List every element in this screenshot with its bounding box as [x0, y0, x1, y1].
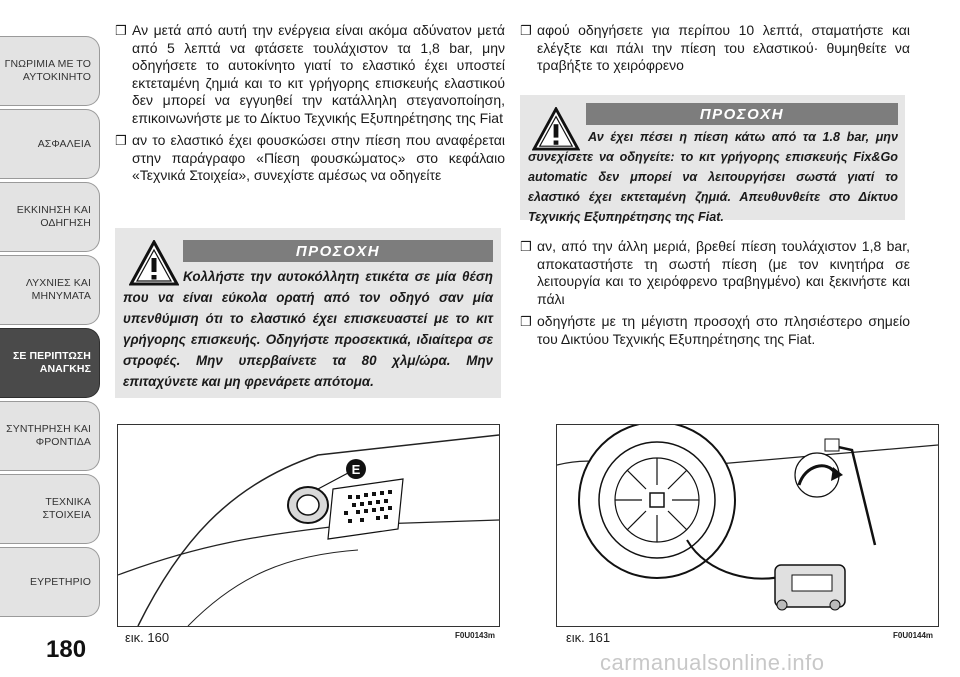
checkbox-bullet-icon: ❒ [520, 23, 532, 38]
checkbox-bullet-icon: ❒ [520, 239, 532, 254]
tab-safety[interactable]: ΑΣΦΑΛΕΙΑ [0, 109, 100, 179]
checkbox-bullet-icon: ❒ [115, 133, 127, 148]
tab-emergency[interactable]: ΣΕ ΠΕΡΙΠΤΩΣΗ ΑΝΑΓΚΗΣ [0, 328, 100, 398]
tab-warning-lights[interactable]: ΛΥΧΝΙΕΣ ΚΑΙ ΜΗΝΥΜΑΤΑ [0, 255, 100, 325]
tab-getting-to-know[interactable]: ΓΝΩΡΙΜΙΑ ΜΕ ΤΟ ΑΥΤΟΚΙΝΗΤΟ [0, 36, 100, 106]
warning-box-right [520, 95, 905, 224]
figure-161-code: F0U0144m [893, 631, 934, 640]
tab-starting-driving[interactable]: ΕΚΚΙΝΗΣΗ ΚΑΙ ΟΔΗΓΗΣΗ [0, 182, 100, 252]
warning-text: Αν έχει πέσει η πίεση κάτω από τα 1.8 bar, μην συνεχίσετε να οδηγείτε: το κιτ γρήγορης επισκευής Fix&Go automatic δεν μπορεί να λειτουργήσει σωστά γιατί το ελαστικό έχει εκτεταμένη ζημιά. Απευθυνθείτε στο Δίκτυο Τεχνικής Εξυπηρέτησης της Fiat. [528, 130, 898, 224]
list-item: ❒ Αν μετά από αυτή την ενέργεια είναι ακόμα αδύνατον μετά από 5 λεπτά να φτάσετε τουλάχιστον τα 1,8 bar, μην οδηγήσετε το αυτοκίνητο γιατί το ελαστικό έχει υποστεί εκτεταμένη ζημιά και το κιτ γρήγορης επισκευής ελαστικού δεν μπορεί να εγγυηθεί την κατάλληλη στεγανοποίηση, επικοινωνήστε με το Δίκτυο Τεχνικής Εξυπηρέτησης της Fiat [115, 22, 505, 126]
left-column [115, 22, 505, 190]
list-item: ❒ αν, από την άλλη μεριά, βρεθεί πίεση τουλάχιστον 1,8 bar, αποκαταστήστε τη σωστή πίεση (με τον κινητήρα σε λειτουργία και το χειρόφρενο τραβηγμένο) και ξεκινήστε και πάλι [520, 238, 910, 307]
figure-160-code: F0U0143m [455, 631, 496, 640]
page-number: 180 [46, 636, 87, 663]
figure-160 [117, 424, 500, 627]
tab-maintenance[interactable]: ΣΥΝΤΗΡΗΣΗ ΚΑΙ ΦΡΟΝΤΙΔΑ [0, 401, 100, 471]
figure-161-caption: εικ. 161 [566, 630, 611, 645]
figure-161 [556, 424, 939, 627]
tab-technical-data[interactable]: ΤΕΧΝΙΚΑ ΣΤΟΙΧΕΙΑ [0, 474, 100, 544]
list-item: ❒ αν το ελαστικό έχει φουσκώσει στην πίεση που αναφέρεται στην παράγραφο «Πίεση φουσκώματος» στο κεφάλαιο «Τεχνικά Στοιχεία», συνεχίστε αμέσως να οδηγείτε [115, 132, 505, 183]
fuel-cap-sticker-illustration [118, 425, 499, 626]
watermark: carmanualsonline.info [600, 650, 825, 675]
right-column-bottom [520, 238, 910, 353]
list-item: ❒ αφού οδηγήσετε για περίπου 10 λεπτά, σταματήστε και ελέγξτε και πάλι την πίεση του ελαστικού· θυμηθείτε να τραβήξτε το χειρόφρενο [520, 22, 910, 73]
warning-text: Κολλήστε την αυτοκόλλητη ετικέτα σε μία θέση που να είναι εύκολα ορατή από τον οδηγό σαν μία υπενθύμιση ότι το ελαστικό έχει επισκευαστεί με το κιτ γρήγορης επισκευής. Οδηγήστε προσεκτικά, ιδιαίτερα σε στροφές. Μην υπερβαίνετε τα 80 χλμ/ώρα. Μην επιταχύνετε και μη φρενάρετε απότομα. [123, 269, 493, 389]
checkbox-bullet-icon: ❒ [115, 23, 127, 38]
right-column [520, 22, 910, 80]
list-item: ❒ οδηγήστε με τη μέγιστη προσοχή στο πλησιέστερο σημείο του Δικτύου Τεχνικής Εξυπηρέτησης της Fiat. [520, 313, 910, 347]
figure-160-caption: εικ. 160 [125, 630, 170, 645]
section-tabs [0, 0, 102, 600]
figure-label-e: E [351, 462, 361, 477]
tyre-compressor-illustration [557, 425, 938, 626]
warning-box-left [115, 228, 501, 398]
warning-title: ΠΡΟΣΟΧΗ [586, 103, 898, 125]
warning-title: ΠΡΟΣΟΧΗ [183, 240, 493, 262]
checkbox-bullet-icon: ❒ [520, 314, 532, 329]
tab-index[interactable]: ΕΥΡΕΤΗΡΙΟ [0, 547, 100, 617]
